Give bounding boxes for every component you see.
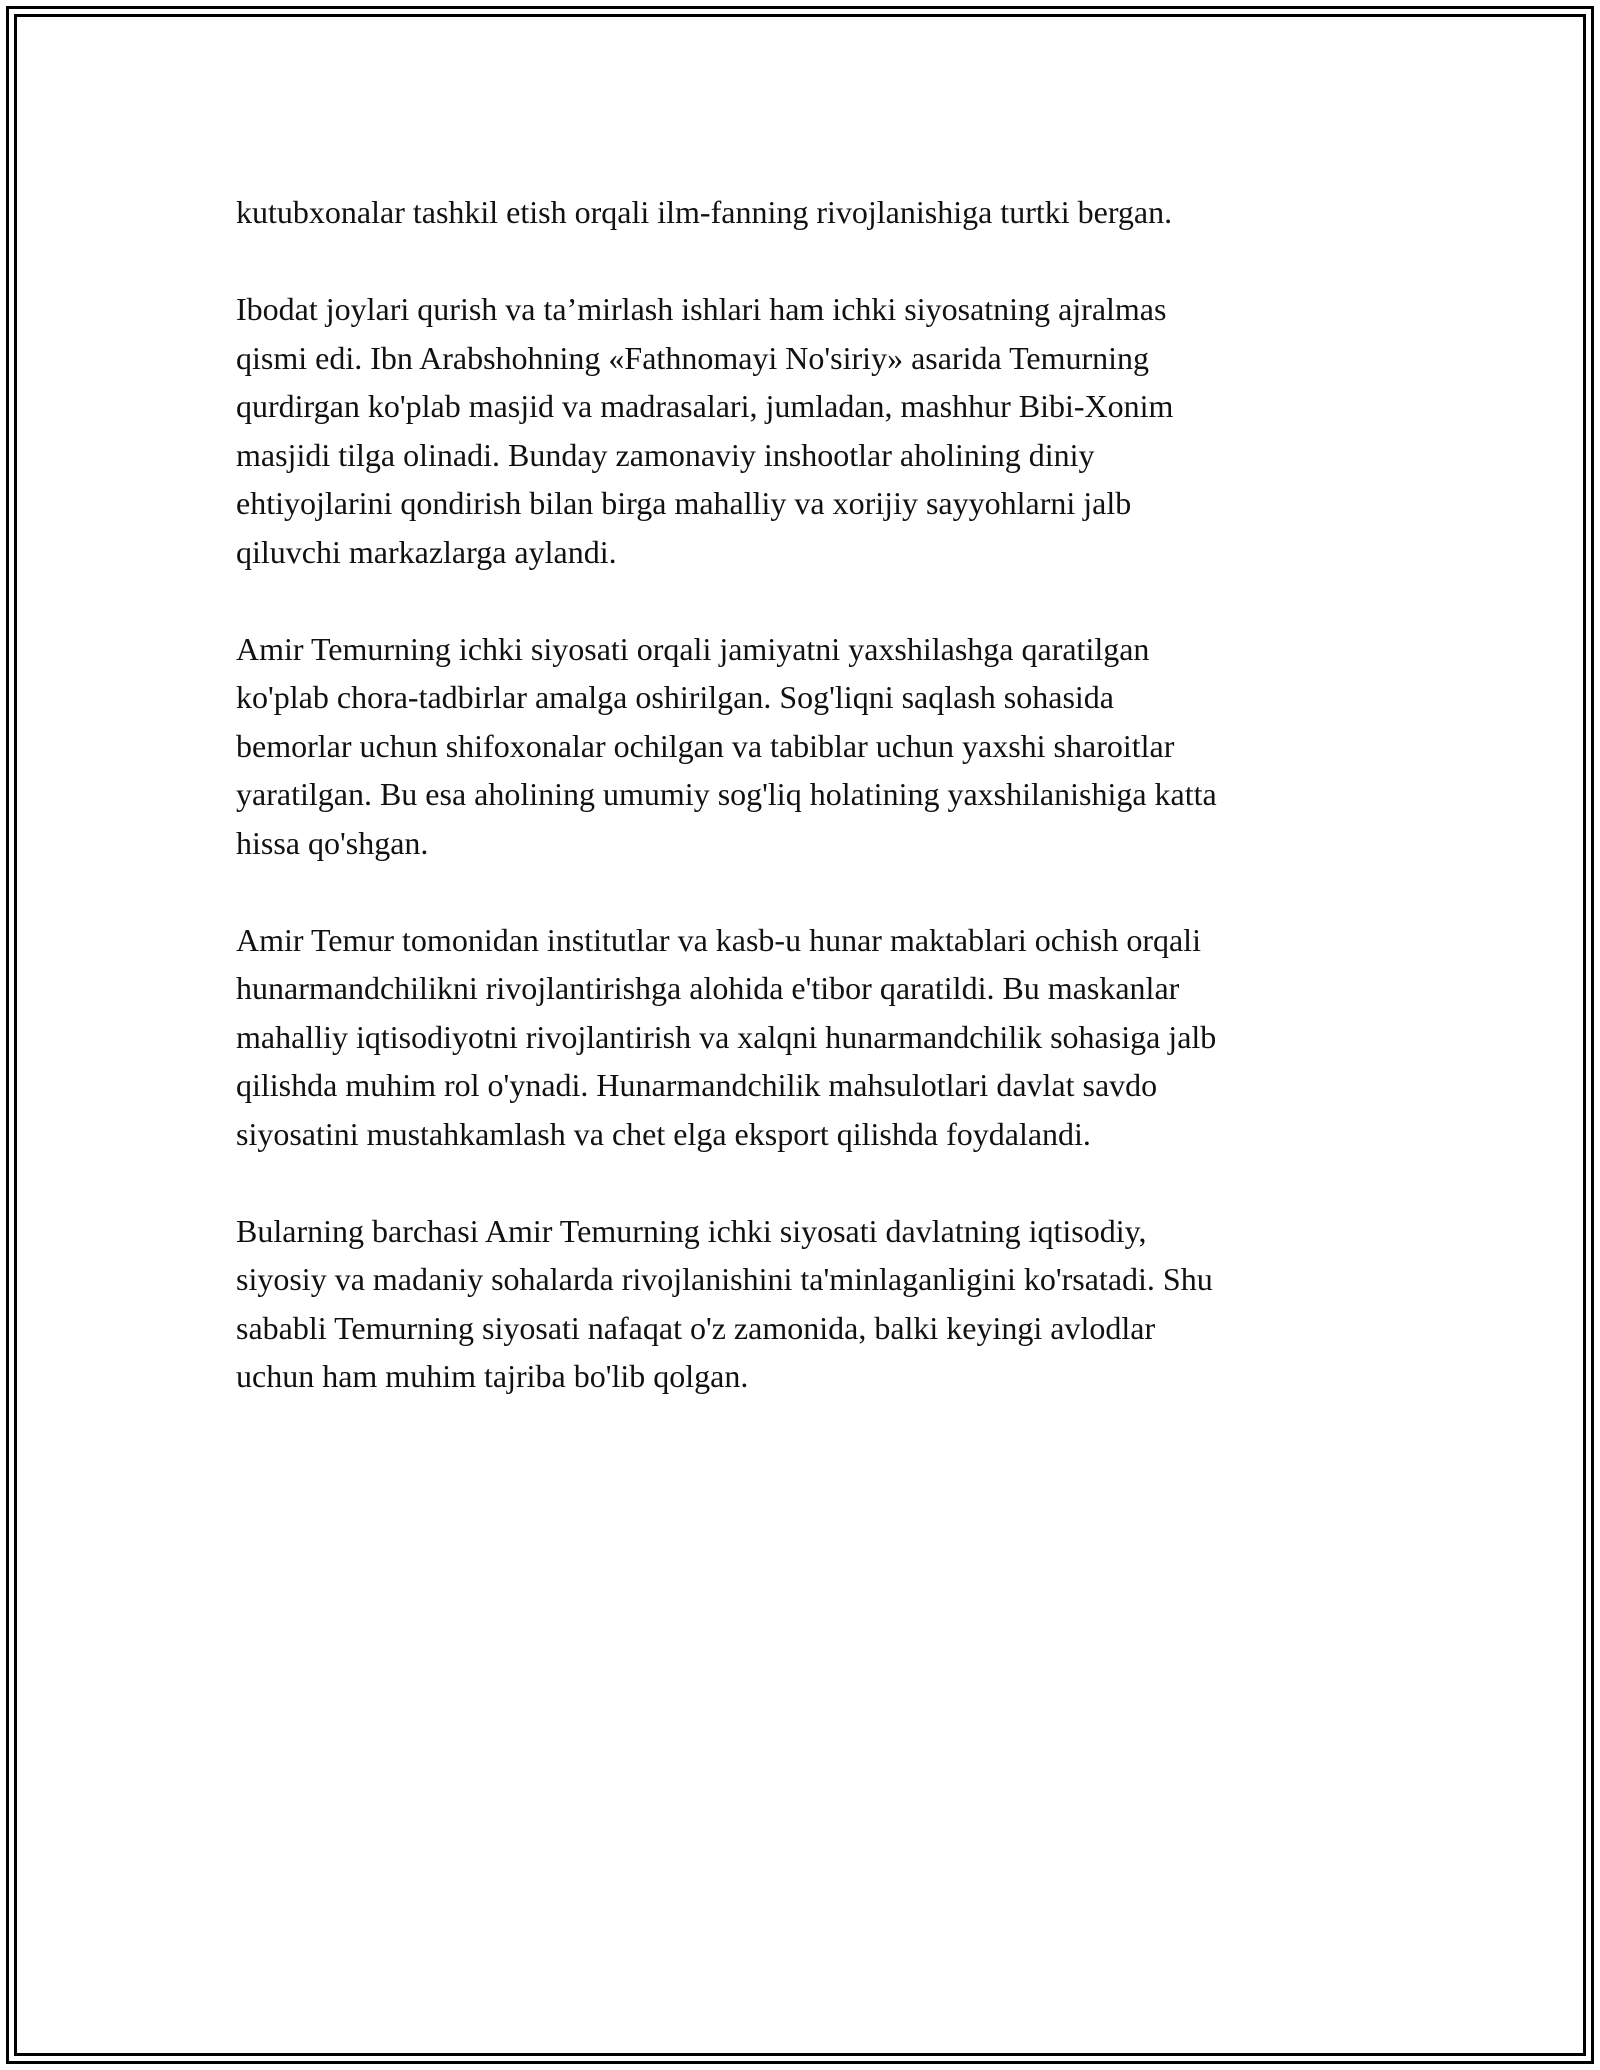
text-line: yaratilgan. Bu esa aholining umumiy sog'liq holatining yaxshilanishiga katta (236, 776, 1217, 812)
text-line: qiluvchi markazlarga aylandi. (236, 533, 617, 570)
text-line: siyosiy va madaniy sohalarda rivojlanishini ta'minlaganligini ko'rsatadi. Shu (236, 1261, 1213, 1297)
text-line: hunarmandchilikni rivojlantirishga alohida e'tibor qaratildi. Bu maskanlar (236, 970, 1180, 1006)
text-line: qilishda muhim rol o'ynadi. Hunarmandchilik mahsulotlari davlat savdo (236, 1067, 1158, 1103)
document-body (236, 188, 1376, 1449)
text-line: uchun ham muhim tajriba bo'lib qolgan. (236, 1358, 749, 1394)
text-line: Amir Temur tomonidan institutlar va kasb-u hunar maktablari ochish orqali (236, 921, 1201, 958)
text-line: hissa qo'shgan. (236, 824, 429, 861)
text-line: qismi edi. Ibn Arabshohning «Fathnomayi No'siriy» asarida Temurning (236, 339, 1150, 376)
paragraph-1 (236, 188, 1376, 237)
text-line: ko'plab chora-tadbirlar amalga oshirilgan. Sog'liqni saqlash sohasida (236, 679, 1114, 715)
text-line: masjidi tilga olinadi. Bunday zamonaviy inshootlar aholining diniy (236, 436, 1095, 473)
paragraph-3 (236, 625, 1376, 868)
text-line: mahalliy iqtisodiyotni rivojlantirish va xalqni hunarmandchilik sohasiga jalb (236, 1018, 1217, 1055)
text-line: ehtiyojlarini qondirish bilan birga mahalliy va xorijiy sayyohlarni jalb (236, 485, 1132, 521)
text-line: Amir Temurning ichki siyosati orqali jamiyatni yaxshilashga qaratilgan (236, 630, 1150, 667)
paragraph-4 (236, 916, 1376, 1159)
paragraph-5 (236, 1207, 1376, 1401)
text-line: qurdirgan ko'plab masjid va madrasalari, jumladan, mashhur Bibi-Xonim (236, 388, 1174, 424)
text-line: kutubxonalar tashkil etish orqali ilm-fanning rivojlanishiga turtki bergan. (236, 194, 1173, 230)
text-line: Bularning barchasi Amir Temurning ichki siyosati davlatning iqtisodiy, (236, 1212, 1147, 1249)
text-line: sababli Temurning siyosati nafaqat o'z zamonida, balki keyingi avlodlar (236, 1309, 1156, 1346)
text-line: siyosatini mustahkamlash va chet elga eksport qilishda foydalandi. (236, 1115, 1091, 1152)
text-line: Ibodat joylari qurish va ta’mirlash ishlari ham ichki siyosatning ajralmas (236, 291, 1167, 327)
paragraph-2 (236, 285, 1376, 576)
text-line: bemorlar uchun shifoxonalar ochilgan va tabiblar uchun yaxshi sharoitlar (236, 727, 1175, 764)
